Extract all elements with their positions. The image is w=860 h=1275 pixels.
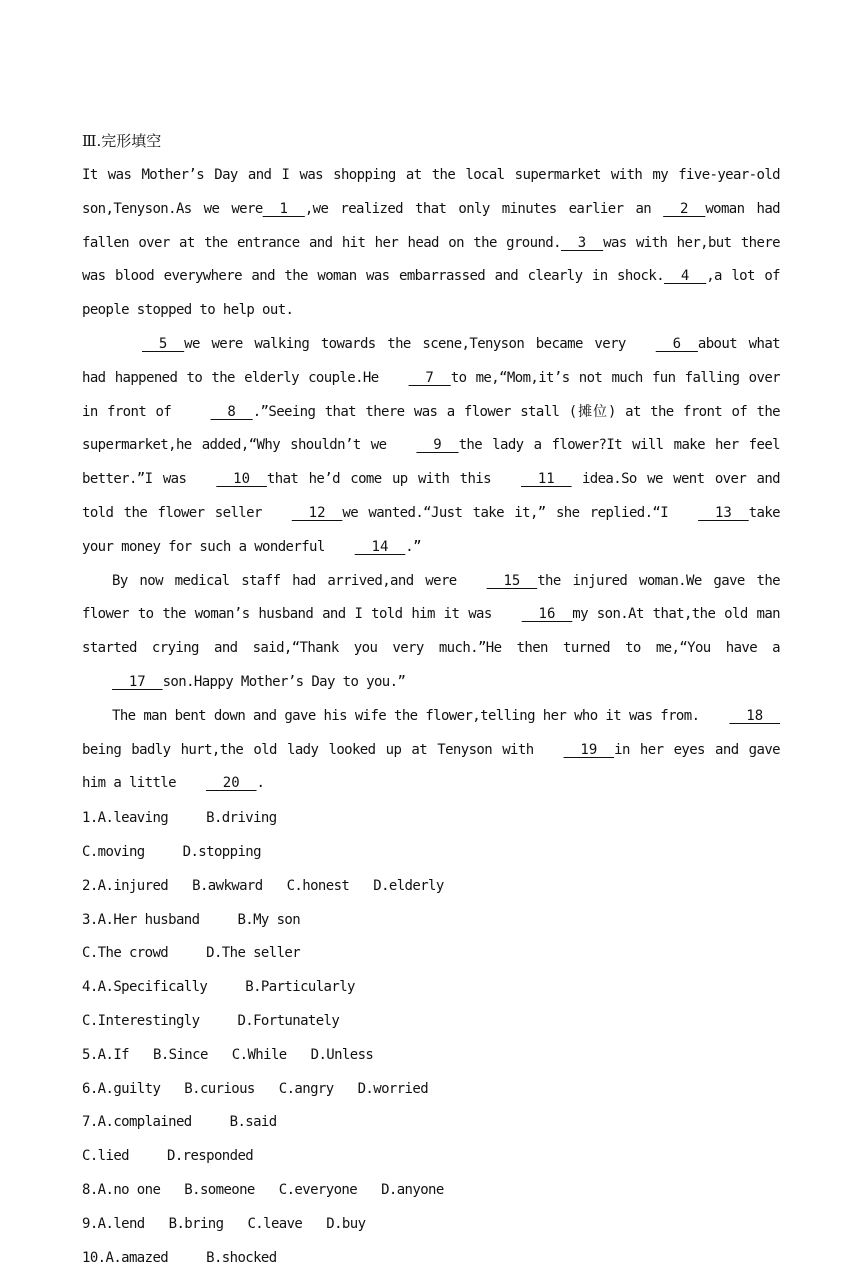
passage-text: that he’d come up with this — [267, 471, 491, 487]
blank-7[interactable]: 7 — [379, 362, 451, 396]
blank-4[interactable]: 4 — [664, 260, 706, 294]
answer-option[interactable]: D.elderly — [373, 870, 443, 904]
passage-text: It was Mother’s Day and I was shopping at the local supermarket with my five-year-old son,Tenyson.As we were — [82, 167, 780, 217]
passage-text: By now medical staff had arrived,and were — [112, 573, 457, 589]
answer-option[interactable]: C.The crowd — [82, 937, 168, 971]
answer-option[interactable]: B.Particularly — [245, 971, 355, 1005]
option-line — [82, 870, 780, 904]
answer-option[interactable]: B.driving — [206, 802, 276, 836]
passage-text: son.Happy Mother’s Day to you.” — [163, 674, 406, 690]
option-line — [82, 1242, 780, 1275]
answer-option[interactable]: 1.A.leaving — [82, 802, 168, 836]
answer-option[interactable]: C.moving — [82, 836, 145, 870]
answer-option[interactable]: C.angry — [279, 1073, 334, 1107]
answer-option[interactable]: D.stopping — [183, 836, 261, 870]
answer-option[interactable]: D.anyone — [381, 1174, 444, 1208]
answer-option[interactable]: B.bring — [169, 1208, 224, 1242]
cloze-passage — [82, 159, 780, 801]
passage-text: The man bent down and gave his wife the flower,telling her who it was from. — [112, 708, 699, 724]
option-line — [82, 1039, 780, 1073]
answer-option[interactable]: D.responded — [167, 1140, 253, 1174]
option-line — [82, 1073, 780, 1107]
answer-option[interactable]: 3.A.Her husband — [82, 904, 199, 938]
passage-text: we were walking towards the scene,Tenyson became very — [184, 336, 626, 352]
option-line — [82, 1174, 780, 1208]
option-line — [82, 1106, 780, 1140]
passage-text: the injured woman.We gave the flower to the woman’s husband and I told him it was — [82, 573, 780, 623]
passage-paragraph — [82, 565, 780, 700]
option-line — [82, 836, 780, 870]
answer-option[interactable]: B.Since — [153, 1039, 208, 1073]
blank-8[interactable]: 8 — [181, 396, 253, 430]
answer-option[interactable]: B.shocked — [206, 1242, 276, 1275]
option-line — [82, 904, 780, 938]
answer-option[interactable]: D.Fortunately — [237, 1005, 339, 1039]
blank-17[interactable]: 17 — [82, 666, 163, 700]
answer-option[interactable]: 7.A.complained — [82, 1106, 192, 1140]
passage-text: about what had happened to the elderly couple.He — [82, 336, 780, 386]
blank-5[interactable]: 5 — [112, 328, 184, 362]
answer-option[interactable]: C.While — [232, 1039, 287, 1073]
blank-3[interactable]: 3 — [561, 227, 603, 261]
passage-text: ,a lot of people stopped to help out. — [82, 268, 780, 318]
answer-option[interactable]: 5.A.If — [82, 1039, 129, 1073]
answer-option[interactable]: 2.A.injured — [82, 870, 168, 904]
passage-text: ,we realized that only minutes earlier an — [305, 201, 663, 217]
answer-option[interactable]: B.My son — [237, 904, 300, 938]
section-title: Ⅲ.完形填空 — [82, 126, 780, 156]
passage-text: woman had fallen over at the entrance and hit her head on the ground. — [82, 201, 780, 251]
blank-2[interactable]: 2 — [663, 193, 705, 227]
option-line — [82, 971, 780, 1005]
passage-text: in her eyes and gave him a little — [82, 742, 780, 792]
passage-text: take your money for such a wonderful — [82, 505, 780, 555]
option-line — [82, 1140, 780, 1174]
passage-text: my son.At that,the old man started crying and said,“Thank you very much.”He then turned to me,“You have a — [82, 606, 780, 656]
passage-text: to me,“Mom,it’s not much fun falling over in front of — [82, 370, 780, 420]
blank-14[interactable]: 14 — [325, 531, 406, 565]
answer-option[interactable]: D.Unless — [311, 1039, 374, 1073]
answer-option[interactable]: 8.A.no one — [82, 1174, 160, 1208]
blank-1[interactable]: 1 — [263, 193, 305, 227]
blank-9[interactable]: 9 — [386, 429, 458, 463]
answer-option[interactable]: 9.A.lend — [82, 1208, 145, 1242]
blank-18[interactable]: 18 — [699, 700, 780, 734]
passage-text: . — [257, 775, 265, 791]
answer-option[interactable]: 6.A.guilty — [82, 1073, 160, 1107]
passage-text: .”Seeing that there was a flower stall (摊位) at the front of the supermarket,he added,“Why shouldn’t we — [82, 404, 780, 454]
passage-text: we wanted.“Just take it,” she replied.“I — [342, 505, 668, 521]
answer-option[interactable]: 4.A.Specifically — [82, 971, 207, 1005]
answer-option[interactable]: D.worried — [358, 1073, 428, 1107]
blank-12[interactable]: 12 — [262, 497, 343, 531]
option-line — [82, 802, 780, 836]
option-line — [82, 1005, 780, 1039]
answer-option[interactable]: C.leave — [247, 1208, 302, 1242]
answer-option[interactable]: 10.A.amazed — [82, 1242, 168, 1275]
blank-16[interactable]: 16 — [492, 598, 573, 632]
passage-paragraph — [82, 328, 780, 565]
passage-text: being badly hurt,the old lady looked up at Tenyson with — [82, 742, 534, 758]
passage-text: was with her,but there was blood everywhere and the woman was embarrassed and clearly in shock. — [82, 235, 780, 285]
passage-text: the lady a flower?It will make her feel better.”I was — [82, 437, 780, 487]
answer-option[interactable]: C.honest — [287, 870, 350, 904]
passage-paragraph — [82, 159, 780, 328]
document-page — [82, 126, 780, 1275]
passage-paragraph — [82, 700, 780, 801]
blank-6[interactable]: 6 — [626, 328, 698, 362]
answer-option[interactable]: B.curious — [184, 1073, 254, 1107]
blank-11[interactable]: 11 — [491, 463, 572, 497]
answer-option[interactable]: C.lied — [82, 1140, 129, 1174]
blank-13[interactable]: 13 — [668, 497, 749, 531]
answer-options — [82, 802, 780, 1275]
answer-option[interactable]: D.buy — [326, 1208, 365, 1242]
answer-option[interactable]: D.The seller — [206, 937, 300, 971]
answer-option[interactable]: B.said — [230, 1106, 277, 1140]
blank-10[interactable]: 10 — [186, 463, 267, 497]
answer-option[interactable]: C.Interestingly — [82, 1005, 199, 1039]
passage-text: .” — [405, 539, 421, 555]
answer-option[interactable]: B.awkward — [192, 870, 262, 904]
option-line — [82, 937, 780, 971]
option-line — [82, 1208, 780, 1242]
blank-15[interactable]: 15 — [457, 565, 538, 599]
blank-19[interactable]: 19 — [534, 734, 615, 768]
answer-option[interactable]: B.someone — [184, 1174, 254, 1208]
blank-20[interactable]: 20 — [176, 767, 257, 801]
passage-text: idea.So we went over and told the flower seller — [82, 471, 780, 521]
answer-option[interactable]: C.everyone — [279, 1174, 357, 1208]
